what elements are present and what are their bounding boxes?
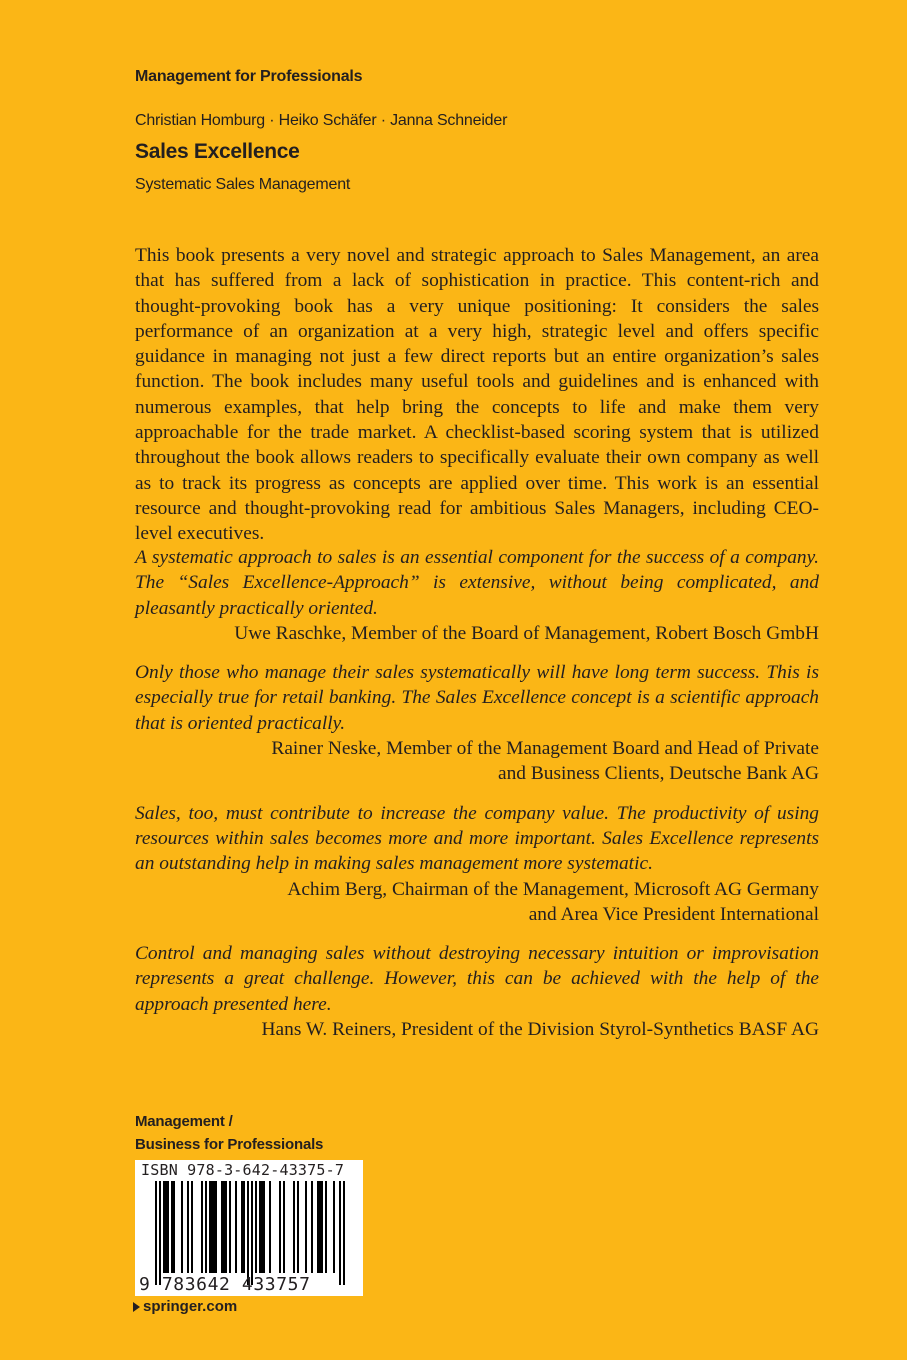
barcode-bar	[225, 1181, 227, 1273]
series-name: Management for Professionals	[135, 68, 363, 85]
barcode-bar	[163, 1181, 165, 1273]
endorsement-text: Only those who manage their sales systematically will have long term success. This is especially true for retail banking. The Sales Excellence concept is a scientific approach that is oriented practically.	[135, 662, 819, 734]
barcode-bar	[333, 1181, 335, 1273]
endorsement	[135, 801, 819, 927]
barcode-bar	[187, 1181, 189, 1273]
endorsements	[135, 545, 819, 1056]
barcode-bar	[251, 1181, 253, 1285]
book-description: This book presents a very novel and strategic approach to Sales Management, an area that has suffered from a lack of sophistication in practice. This content-rich and thought-provoking book has a very unique positioning: It considers the sales performance of an organization at a very high, strategic level and offers specific guidance in managing not just a few direct reports but an entire organization’s sales function. The book includes many useful tools and guidelines and is enhanced with numerous examples, that help bring the concepts to life and make them very approachable for the trade market. A checklist-based scoring system that is utilized throughout the book allows readers to specifically evaluate their own company as well as to track its progress as concepts are applied over time. This work is an essential resource and thought-provoking read for ambitious Sales Managers, including CEO-level executives.	[135, 245, 819, 545]
barcode-bar	[221, 1181, 223, 1273]
barcode-bar	[235, 1181, 237, 1273]
barcode-bar	[263, 1181, 265, 1273]
barcode-bar	[213, 1181, 215, 1273]
barcode-bar	[321, 1181, 323, 1273]
barcode-bar	[209, 1181, 211, 1273]
barcode-bar	[293, 1181, 295, 1273]
authors: Christian Homburg · Heiko Schäfer · Janna Schneider	[135, 112, 508, 129]
category-line: Business for Professionals	[135, 1136, 324, 1153]
barcode-bar	[243, 1181, 245, 1273]
barcode-bar	[155, 1181, 157, 1285]
barcode-bar	[255, 1181, 257, 1273]
barcode-bar	[167, 1181, 169, 1273]
barcode-bar	[269, 1181, 271, 1273]
isbn-number: ISBN 978-3-642-43375-7	[141, 1161, 345, 1179]
attribution-line: Uwe Raschke, Member of the Board of Management, Robert Bosch GmbH	[234, 622, 819, 644]
attribution-line: and Business Clients, Deutsche Bank AG	[498, 763, 819, 785]
publisher-link[interactable]	[133, 1298, 237, 1315]
barcode-bar	[317, 1181, 319, 1273]
ean-number: 9 783642 433757	[139, 1274, 311, 1295]
barcode-bar	[211, 1181, 213, 1273]
barcode-bar	[319, 1181, 321, 1273]
barcode-bar	[343, 1181, 345, 1285]
endorsement-attribution	[135, 877, 819, 928]
barcode-bar	[229, 1181, 231, 1273]
barcode-bar	[259, 1181, 261, 1273]
barcode-bar	[205, 1181, 207, 1273]
barcode-bar	[247, 1181, 249, 1285]
endorsement-text: Control and managing sales without destroying necessary intuition or improvisation represents a great challenge. However, this can be achieved with the help of the approach presented here.	[135, 943, 819, 1015]
barcode-bar	[191, 1181, 193, 1273]
barcode-bar	[173, 1181, 175, 1273]
endorsement	[135, 941, 819, 1042]
barcode-bar	[165, 1181, 167, 1273]
barcode-bar	[159, 1181, 161, 1285]
attribution-line: Achim Berg, Chairman of the Management, Microsoft AG Germany	[287, 878, 819, 900]
barcode-bar	[181, 1181, 183, 1273]
endorsement	[135, 660, 819, 786]
barcode-bar	[261, 1181, 263, 1273]
barcode-bar	[297, 1181, 299, 1273]
book-title: Sales Excellence	[135, 140, 300, 163]
barcode-bar	[279, 1181, 281, 1273]
endorsement-attribution	[135, 621, 819, 646]
endorsement-text: Sales, too, must contribute to increase the company value. The productivity of using resources within sales becomes more and more important. Sales Excellence represents an outstanding help in making sales management more systematic.	[135, 802, 819, 875]
book-subtitle: Systematic Sales Management	[135, 176, 351, 193]
subject-category	[135, 1110, 323, 1156]
endorsement	[135, 545, 819, 646]
barcode-bar	[171, 1181, 173, 1273]
barcode-bar	[201, 1181, 203, 1273]
barcode-bar	[223, 1181, 225, 1273]
barcode-bar	[339, 1181, 341, 1285]
barcode-bar	[241, 1181, 243, 1273]
website-label: springer.com	[143, 1298, 238, 1315]
barcode-bar	[305, 1181, 307, 1273]
endorsement-text: A systematic approach to sales is an essential component for the success of a company. The “Sales Excellence-Approach” is extensive, without being complicated, and pleasantly practically oriented.	[135, 547, 819, 619]
category-line: Management /	[135, 1113, 233, 1130]
barcode-bar	[325, 1181, 327, 1273]
barcode-bar	[311, 1181, 313, 1273]
endorsement-attribution	[135, 736, 819, 787]
arrow-right-icon	[133, 1302, 140, 1312]
attribution-line: Hans W. Reiners, President of the Division Styrol-Synthetics BASF AG	[261, 1019, 819, 1041]
attribution-line: Rainer Neske, Member of the Management Board and Head of Private	[271, 738, 819, 760]
endorsement-attribution	[135, 1017, 819, 1042]
barcode-bar	[215, 1181, 217, 1273]
attribution-line: and Area Vice President International	[528, 903, 819, 925]
barcode-bar	[283, 1181, 285, 1273]
isbn-barcode	[135, 1160, 363, 1296]
